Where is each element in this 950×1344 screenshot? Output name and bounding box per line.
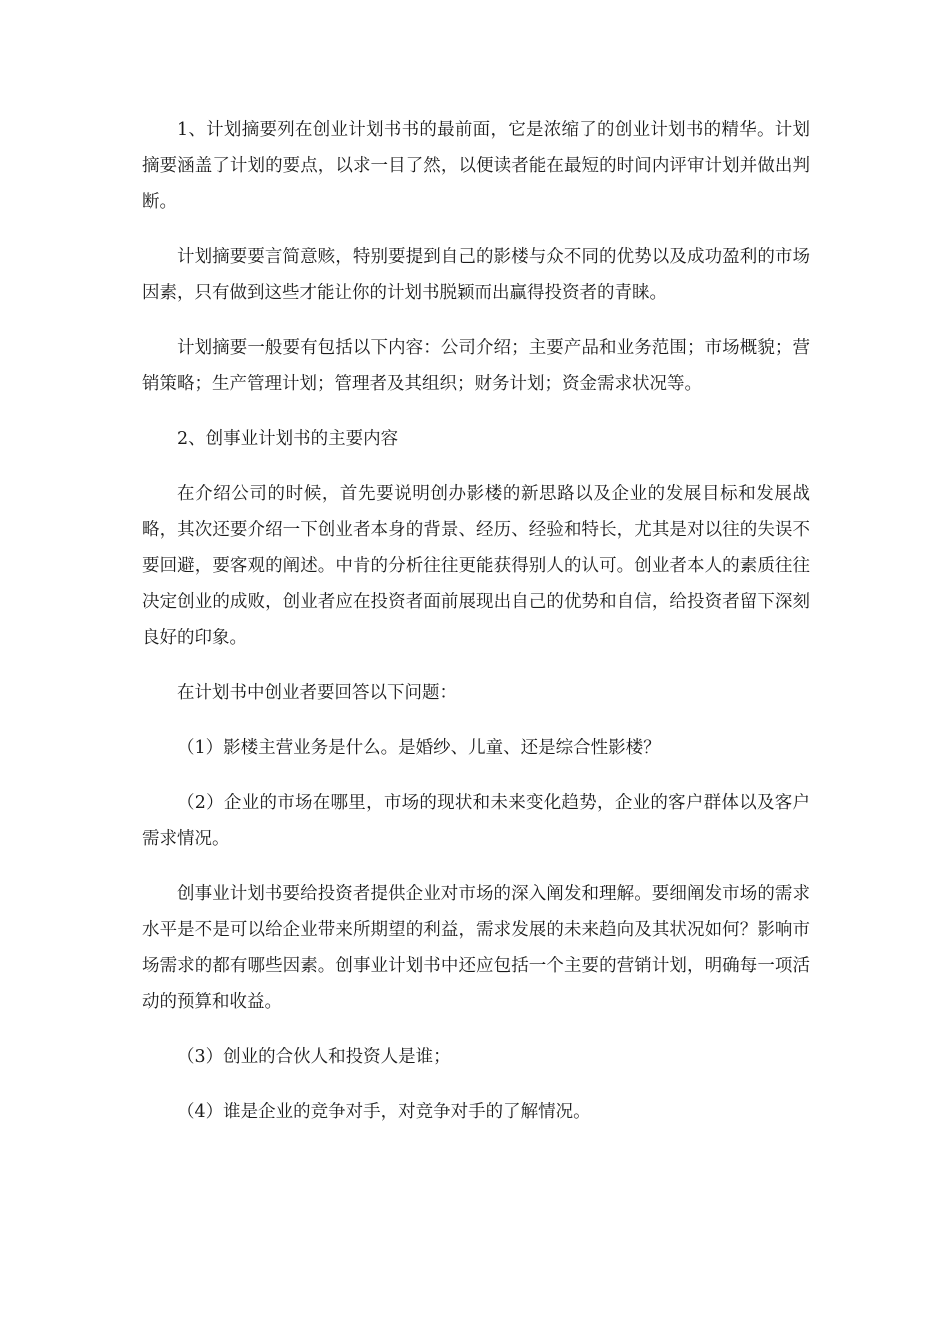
list-item-question-4: （4）谁是企业的竞争对手，对竞争对手的了解情况。 — [177, 1102, 591, 1122]
section-heading-main-content: 2、创事业计划书的主要内容 — [177, 429, 399, 449]
paragraph-questions-intro: 在计划书中创业者要回答以下问题： — [177, 683, 457, 703]
list-item-question-2: （2）企业的市场在哪里，市场的现状和未来变化趋势，企业的客户群体以及客户需求情况。 — [142, 793, 810, 849]
list-item-question-1: （1）影楼主营业务是什么。是婚纱、儿童、还是综合性影楼？ — [177, 738, 661, 758]
paragraph-plan-summary-intro: 1、计划摘要列在创业计划书书的最前面，它是浓缩了的创业计划书的精华。计划摘要涵盖了计划的要点，以求一目了然，以便读者能在最短的时间内评审计划并做出判断。 — [142, 120, 810, 212]
list-item-question-3: （3）创业的合伙人和投资人是谁； — [177, 1047, 451, 1067]
paragraph-market-analysis: 创事业计划书要给投资者提供企业对市场的深入阐发和理解。要细阐发市场的需求水平是不是可以给企业带来所期望的利益，需求发展的未来趋向及其状况如何？影响市场需求的都有哪些因素。创事业计划书中还应包括一个主要的营销计划，明确每一项活动的预算和收益。 — [142, 884, 810, 1012]
paragraph-company-introduction: 在介绍公司的时候，首先要说明创办影楼的新思路以及企业的发展目标和发展战略，其次还要介绍一下创业者本身的背景、经历、经验和特长，尤其是对以往的失误不要回避，要客观的阐述。中肯的分析往往更能获得别人的认可。创业者本人的素质往往决定创业的成败，创业者应在投资者面前展现出自己的优势和自信，给投资者留下深刻良好的印象。 — [142, 484, 810, 648]
document-body — [142, 112, 810, 1149]
paragraph-plan-summary-contents: 计划摘要一般要有包括以下内容：公司介绍；主要产品和业务范围；市场概貌；营销策略；生产管理计划；管理者及其组织；财务计划；资金需求状况等。 — [142, 338, 810, 394]
paragraph-plan-summary-concise: 计划摘要要言简意赅，特别要提到自己的影楼与众不同的优势以及成功盈利的市场因素，只有做到这些才能让你的计划书脱颖而出赢得投资者的青睐。 — [142, 247, 810, 303]
